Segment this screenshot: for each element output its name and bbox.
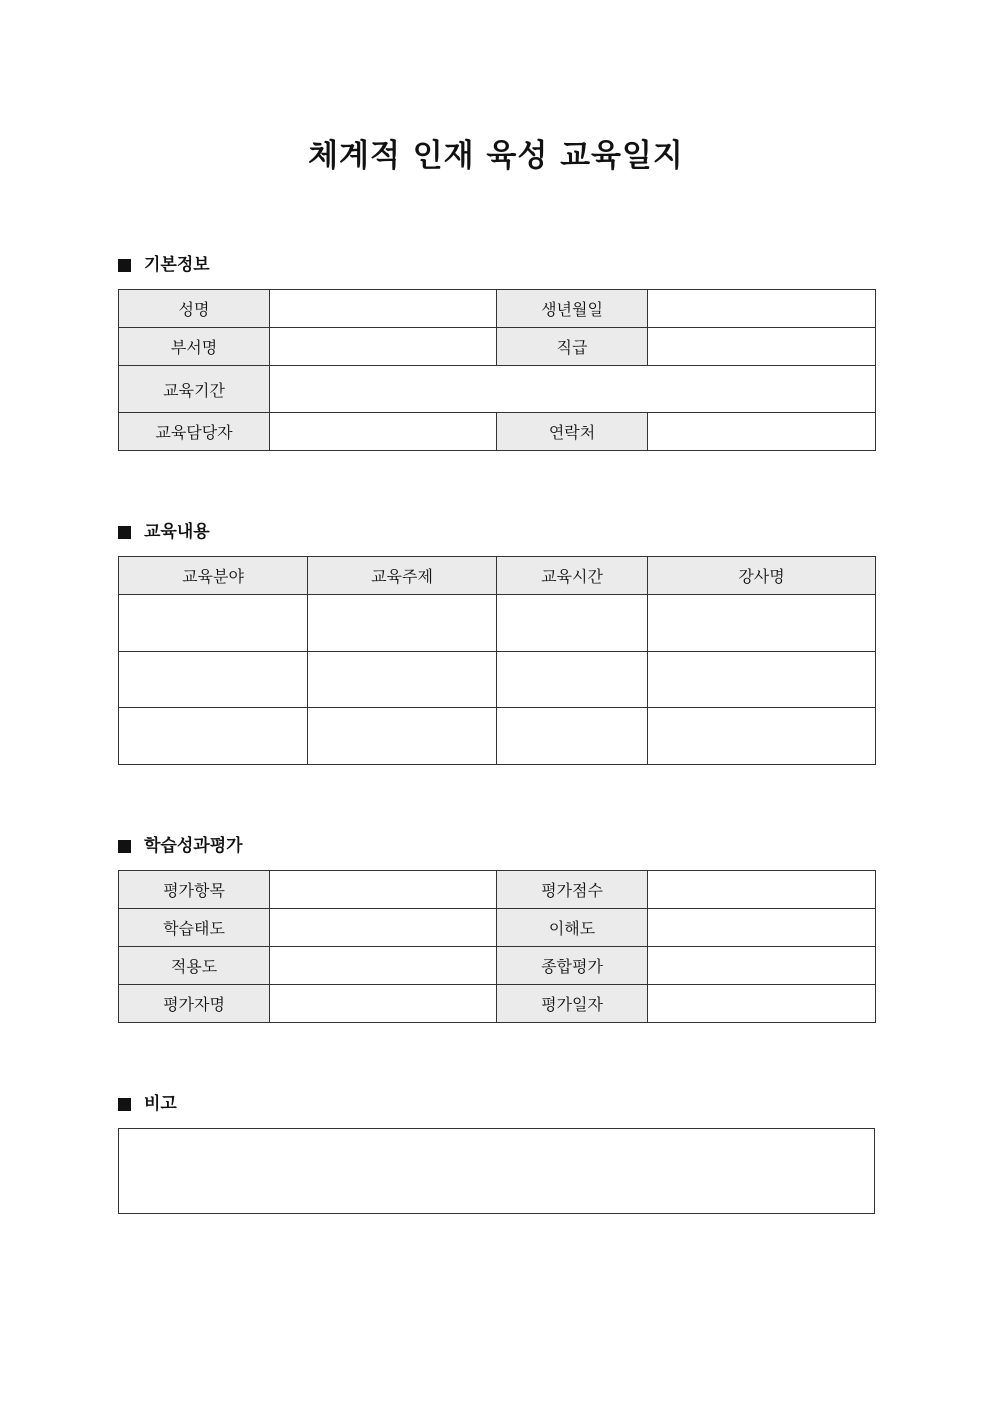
table-cell[interactable]	[119, 708, 308, 765]
table-cell[interactable]	[119, 652, 308, 708]
training-content-table	[118, 556, 876, 765]
column-header-instructor: 강사명	[648, 557, 876, 595]
square-bullet-icon	[118, 840, 131, 853]
name-field[interactable]	[270, 290, 497, 328]
table-cell[interactable]	[497, 595, 648, 652]
application-label: 적용도	[119, 947, 270, 985]
table-cell[interactable]	[308, 652, 497, 708]
learning-attitude-label: 학습태도	[119, 909, 270, 947]
overall-evaluation-label: 종합평가	[497, 947, 648, 985]
evaluation-date-field[interactable]	[648, 985, 876, 1023]
section-heading-remarks	[118, 1092, 177, 1116]
table-cell[interactable]	[648, 652, 876, 708]
table-cell[interactable]	[648, 708, 876, 765]
training-manager-field[interactable]	[270, 413, 497, 451]
evaluation-table	[118, 870, 876, 1023]
section-heading-label: 기본정보	[144, 255, 210, 275]
column-header-hours: 교육시간	[497, 557, 648, 595]
table-cell[interactable]	[648, 595, 876, 652]
square-bullet-icon	[118, 259, 131, 272]
training-period-label: 교육기간	[119, 366, 270, 413]
section-heading-label: 학습성과평가	[144, 836, 243, 856]
evaluator-name-label: 평가자명	[119, 985, 270, 1023]
section-heading-label: 비고	[144, 1094, 177, 1114]
table-row	[119, 595, 876, 652]
birth-date-field[interactable]	[648, 290, 876, 328]
page-title: 체계적 인재 육성 교육일지	[308, 138, 684, 174]
contact-label: 연락처	[497, 413, 648, 451]
section-heading-label: 교육내용	[144, 522, 210, 542]
column-header-field: 교육분야	[119, 557, 308, 595]
learning-attitude-field[interactable]	[270, 909, 497, 947]
evaluation-date-label: 평가일자	[497, 985, 648, 1023]
overall-evaluation-field[interactable]	[648, 947, 876, 985]
position-field[interactable]	[648, 328, 876, 366]
evaluation-score-field[interactable]	[648, 871, 876, 909]
understanding-field[interactable]	[648, 909, 876, 947]
basic-info-table	[118, 289, 876, 451]
square-bullet-icon	[118, 1098, 131, 1111]
evaluation-item-label: 평가항목	[119, 871, 270, 909]
application-field[interactable]	[270, 947, 497, 985]
training-manager-label: 교육담당자	[119, 413, 270, 451]
understanding-label: 이해도	[497, 909, 648, 947]
department-field[interactable]	[270, 328, 497, 366]
table-cell[interactable]	[119, 595, 308, 652]
evaluator-name-field[interactable]	[270, 985, 497, 1023]
training-period-field[interactable]	[270, 366, 876, 413]
contact-field[interactable]	[648, 413, 876, 451]
evaluation-score-label: 평가점수	[497, 871, 648, 909]
table-row	[119, 652, 876, 708]
table-cell[interactable]	[308, 708, 497, 765]
table-row	[119, 708, 876, 765]
table-cell[interactable]	[497, 652, 648, 708]
department-label: 부서명	[119, 328, 270, 366]
table-cell[interactable]	[497, 708, 648, 765]
name-label: 성명	[119, 290, 270, 328]
column-header-topic: 교육주제	[308, 557, 497, 595]
table-cell[interactable]	[308, 595, 497, 652]
section-heading-basic-info	[118, 253, 210, 277]
remarks-field[interactable]	[118, 1128, 875, 1214]
birth-date-label: 생년월일	[497, 290, 648, 328]
section-heading-training-content	[118, 520, 210, 544]
evaluation-item-field[interactable]	[270, 871, 497, 909]
position-label: 직급	[497, 328, 648, 366]
section-heading-evaluation	[118, 834, 243, 858]
square-bullet-icon	[118, 526, 131, 539]
